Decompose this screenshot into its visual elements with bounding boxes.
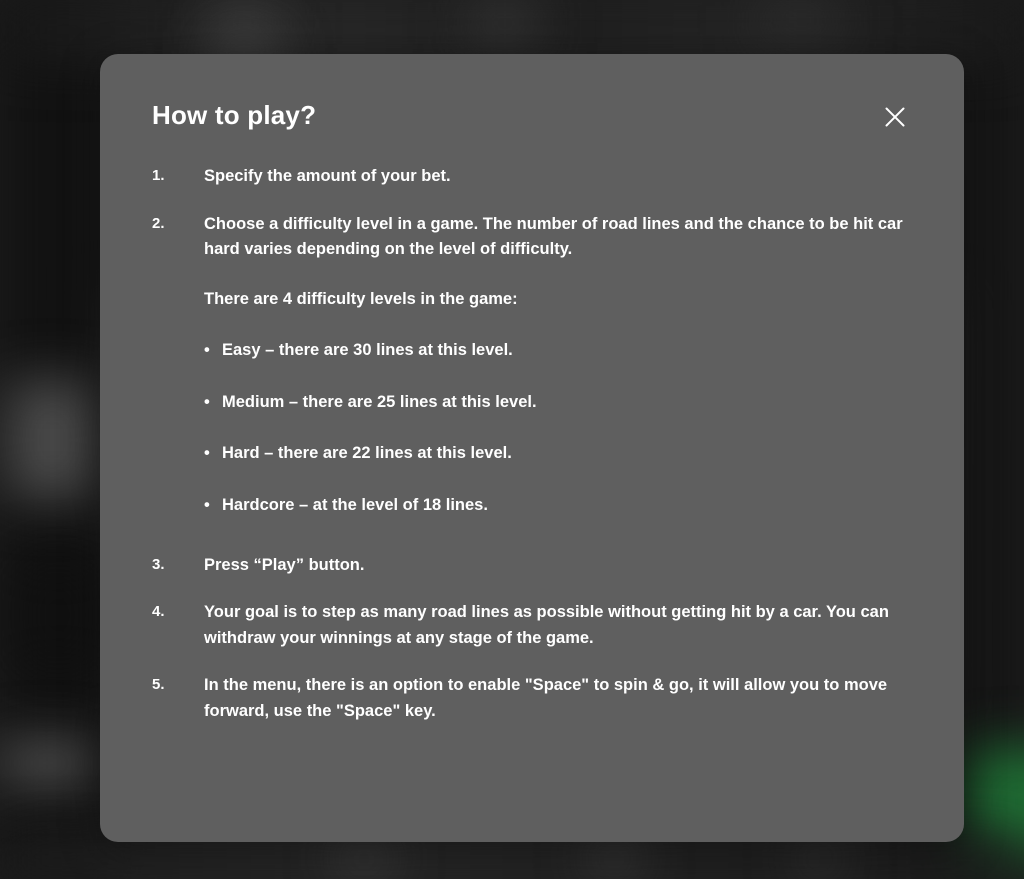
list-item [152,212,904,519]
how-to-play-dialog [100,54,964,842]
step-text: Choose a difficulty level in a game. The number of road lines and the chance to be hit car hard varies depending on the level of difficulty. [204,214,903,259]
list-item [152,553,904,579]
list-item: • Hard – there are 22 lines at this level. [204,441,904,467]
list-item: • Medium – there are 25 lines at this level. [204,390,904,416]
step-number: 2. [152,214,165,232]
difficulty-levels-list [204,338,904,518]
step-text: Press “Play” button. [204,555,365,574]
list-item [152,164,904,190]
step-number: 1. [152,167,165,184]
list-item: • Easy – there are 30 lines at this level. [204,338,904,364]
step-number: 3. [152,555,165,573]
instructions-list [100,130,964,724]
dialog-header [100,54,964,130]
step-number: 4. [152,603,165,621]
step-text: Specify the amount of your bet. [204,167,451,185]
step-text: In the menu, there is an option to enable "Space" to spin & go, it will allow you to move forward, use the "Space" key. [204,676,888,720]
page-title: How to play? [152,100,317,130]
step-number: 5. [152,676,165,694]
list-item [152,600,904,651]
close-icon[interactable] [882,104,908,130]
list-item: • Hardcore – at the level of 18 lines. [204,493,904,519]
step-text: Your goal is to step as many road lines as possible without getting hit by a car. You can withdraw your winnings at any stage of the game. [204,603,889,647]
list-item [152,673,904,724]
difficulty-levels-intro: There are 4 difficulty levels in the game: [204,289,518,308]
